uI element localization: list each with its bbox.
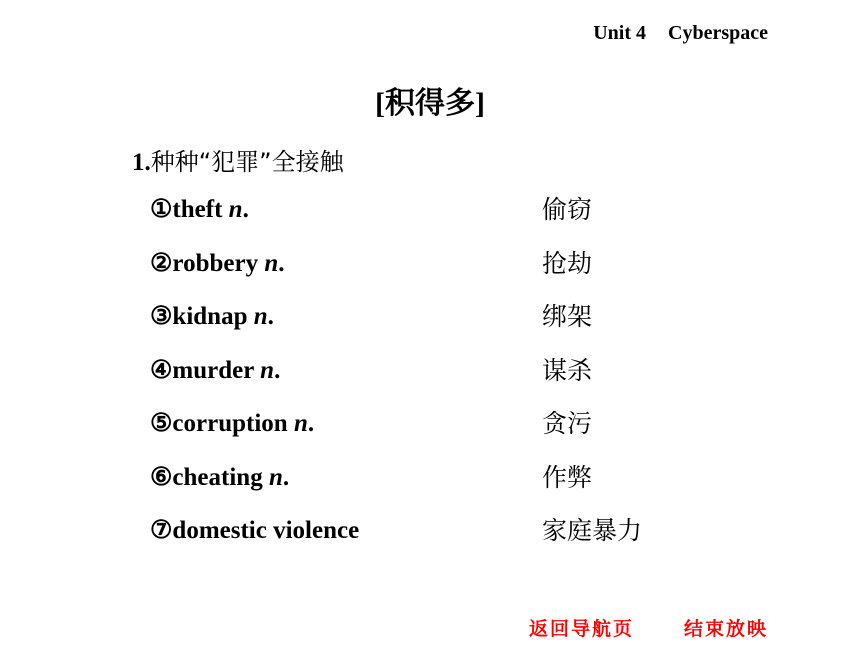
vocab-meaning: 作弊 [542,462,593,492]
slide-footer [529,614,768,641]
vocab-marker: ⑦ [150,517,173,544]
vocab-term [150,511,359,551]
vocab-meaning: 绑架 [542,302,593,331]
section-title: [积得多] [375,87,485,120]
vocab-meaning: 家庭暴力 [542,516,643,545]
vocab-item [150,190,710,244]
heading-number: 1. [132,149,151,176]
vocab-word: domestic violence [172,517,360,544]
vocab-term [150,190,249,230]
vocab-word: murder [172,356,254,384]
vocab-term [150,458,289,498]
vocab-meaning: 偷窃 [542,195,593,224]
vocab-item [150,351,710,405]
vocab-item [150,244,710,298]
vocab-marker: ⑥ [150,463,173,491]
vocab-term [150,351,280,391]
vocab-meaning: 谋杀 [542,355,593,385]
vocab-pos: n [260,356,275,384]
vocab-suffix: . [274,356,281,384]
vocab-list [150,190,710,565]
unit-topic: Cyberspace [668,22,768,44]
back-to-nav-link[interactable]: 返回导航页 [528,618,634,640]
vocab-suffix: . [242,196,249,223]
vocab-pos: n [228,196,243,223]
vocab-marker: ⑤ [150,410,173,437]
heading-text: 种种“犯罪”全接触 [150,148,344,176]
vocab-marker: ① [150,196,173,223]
vocab-word: kidnap [172,303,248,330]
vocab-pos: n [268,463,283,491]
vocab-item [150,511,710,565]
vocab-pos: n [264,249,279,277]
vocab-suffix: . [307,410,315,437]
vocab-word: corruption [172,410,288,437]
slide-header [593,22,768,45]
topic-heading [132,142,344,177]
vocab-item [150,297,710,351]
vocab-word: robbery [172,249,259,277]
vocab-term [150,297,274,337]
vocab-term [150,244,284,284]
vocab-item [150,458,710,512]
vocab-item [150,404,710,458]
vocab-word: cheating [172,463,263,491]
vocab-pos: n [253,303,268,330]
vocab-marker: ③ [150,303,173,330]
end-show-link[interactable]: 结束放映 [683,618,768,640]
vocab-term [150,404,314,444]
vocab-marker: ④ [150,356,173,384]
vocab-meaning: 贪污 [542,409,593,438]
vocab-pos: n [293,410,308,437]
vocab-word: theft [172,196,223,223]
vocab-suffix: . [282,463,290,491]
vocab-suffix: . [267,303,274,330]
vocab-meaning: 抢劫 [542,248,593,278]
unit-label: Unit 4 [593,22,647,44]
vocab-marker: ② [150,249,173,277]
vocab-suffix: . [278,249,285,277]
